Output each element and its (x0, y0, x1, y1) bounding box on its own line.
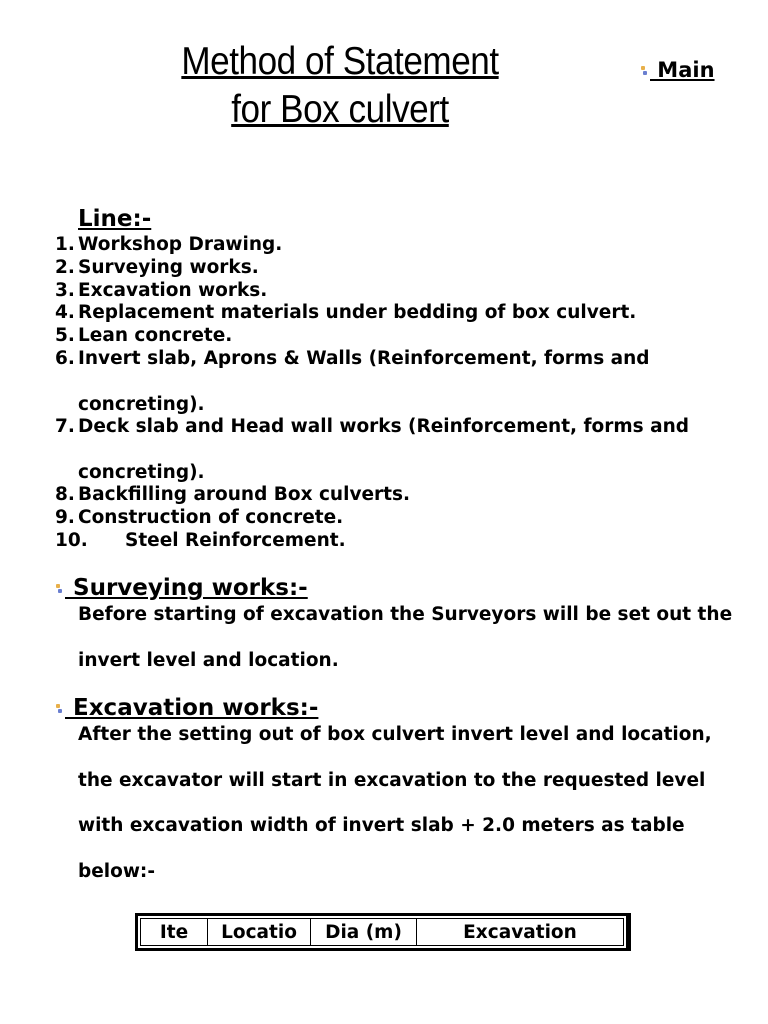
list-item-text: Workshop Drawing. (78, 234, 283, 255)
line-list (55, 234, 745, 552)
list-item-number: 3. (55, 279, 75, 301)
line-heading: Line:- (78, 206, 152, 232)
list-item-number: 2. (55, 256, 75, 278)
list-item-number: 5. (55, 325, 75, 347)
excavation-heading-label: Excavation works:- (65, 695, 319, 721)
list-item-number: 4. (55, 302, 75, 324)
list-item-text: Invert slab, Aprons & Walls (Reinforcement, forms and concreting). (78, 347, 650, 415)
list-item (55, 416, 745, 484)
title-line-1: Method of Statement (181, 40, 499, 83)
list-item-text: Lean concrete. (78, 325, 233, 347)
bullet-icon (640, 66, 648, 76)
surveying-body: Before starting of excavation the Surveyors will be set out the invert level and location. (78, 604, 733, 671)
bullet-icon (55, 704, 63, 714)
list-item-number: 1. (55, 234, 75, 255)
list-item (55, 257, 745, 280)
table-header-item: Ite (141, 919, 208, 945)
list-item-text: Replacement materials under bedding of box culvert. (78, 302, 637, 324)
excavation-body: After the setting out of box culvert invert level and location, the excavator will start in excavation to the requested level with excavation width of invert slab + 2.0 meters as table below:- (78, 724, 712, 882)
list-item-text: Construction of concrete. (78, 506, 344, 528)
surveying-heading-label: Surveying works:- (65, 575, 308, 601)
table-header-excavation: Excavation (463, 922, 577, 943)
excavation-table (135, 913, 631, 951)
page-title (151, 38, 529, 134)
list-item (55, 280, 745, 303)
list-item (55, 484, 745, 507)
main-link[interactable] (640, 58, 715, 82)
list-item (55, 530, 745, 553)
list-item-number: 9. (55, 506, 75, 528)
list-item-number: 7. (55, 415, 75, 437)
table-header-location: Locatio (208, 919, 311, 945)
bullet-icon (55, 584, 63, 594)
list-item-number: 6. (55, 347, 75, 369)
list-item-text: Surveying works. (78, 256, 259, 278)
list-item-text: Backfilling around Box culverts. (78, 483, 411, 505)
list-item-text: Deck slab and Head wall works (Reinforcement, forms and concreting). (78, 415, 690, 483)
list-item-number: 8. (55, 483, 75, 505)
list-item (55, 507, 745, 530)
title-line-2: for Box culvert (231, 88, 449, 131)
main-link-label: Main (650, 58, 715, 82)
table-header-dia: Dia (m) (311, 919, 417, 945)
list-item-text: Excavation works. (78, 279, 268, 301)
list-item (55, 234, 745, 257)
table-header-row (140, 918, 624, 946)
list-item (55, 302, 745, 325)
list-item-number: 10. (55, 529, 88, 551)
list-item-text: Steel Reinforcement. (125, 529, 346, 551)
